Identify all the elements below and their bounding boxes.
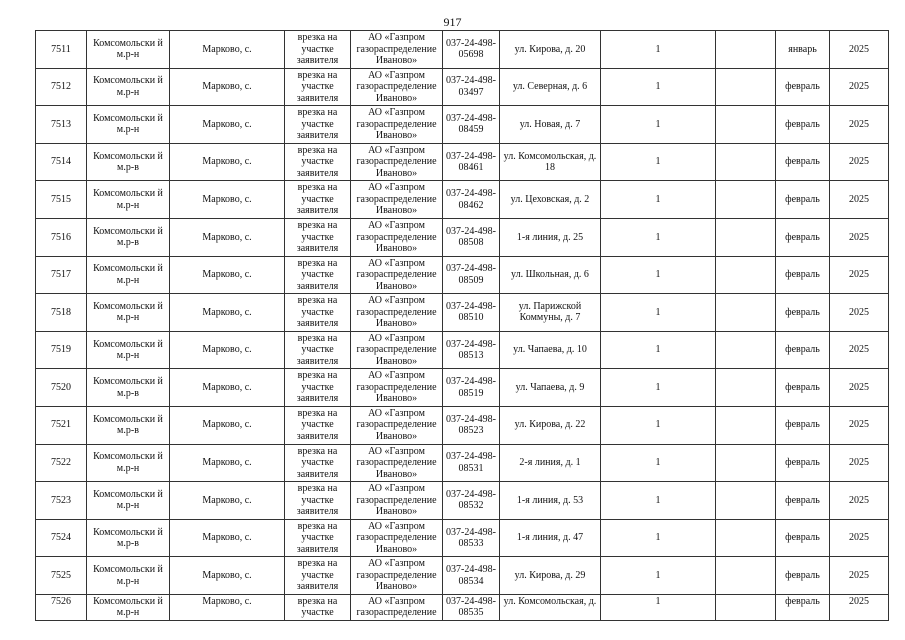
month-cell: февраль <box>776 106 830 144</box>
page-number: 917 <box>443 15 462 29</box>
table-body <box>36 31 889 621</box>
organization-cell: АО «Газпром газораспределение Иваново» <box>351 143 443 181</box>
empty-cell <box>716 106 776 144</box>
empty-cell <box>716 143 776 181</box>
month-cell: февраль <box>776 181 830 219</box>
connection-type-cell: врезка на участке заявителя <box>285 294 351 332</box>
connection-type-cell: врезка на участке заявителя <box>285 406 351 444</box>
code-cell: 037-24-498-05698 <box>443 31 500 69</box>
address-cell: ул. Комсомольская, д. <box>500 594 601 620</box>
locality-cell: Марково, с. <box>170 369 285 407</box>
district-cell: Комсомольски й м.р-н <box>87 557 170 595</box>
code-cell: 037-24-498-08509 <box>443 256 500 294</box>
code-cell: 037-24-498-08459 <box>443 106 500 144</box>
organization-cell: АО «Газпром газораспределение Иваново» <box>351 256 443 294</box>
month-cell: февраль <box>776 143 830 181</box>
code-cell: 037-24-498-08534 <box>443 557 500 595</box>
code-cell: 037-24-498-08531 <box>443 444 500 482</box>
code-cell: 037-24-498-08513 <box>443 331 500 369</box>
row-number-cell: 7524 <box>36 519 87 557</box>
locality-cell: Марково, с. <box>170 294 285 332</box>
connection-type-cell: врезка на участке заявителя <box>285 444 351 482</box>
empty-cell <box>716 331 776 369</box>
code-cell: 037-24-498-03497 <box>443 68 500 106</box>
row-number-cell: 7525 <box>36 557 87 595</box>
organization-cell: АО «Газпром газораспределение Иваново» <box>351 331 443 369</box>
empty-cell <box>716 594 776 620</box>
connection-type-cell: врезка на участке заявителя <box>285 68 351 106</box>
quantity-cell: 1 <box>601 106 716 144</box>
quantity-cell: 1 <box>601 369 716 407</box>
code-cell: 037-24-498-08508 <box>443 218 500 256</box>
connection-type-cell: врезка на участке заявителя <box>285 331 351 369</box>
year-cell: 2025 <box>830 482 889 520</box>
table-row <box>36 331 889 369</box>
empty-cell <box>716 444 776 482</box>
row-number-cell: 7523 <box>36 482 87 520</box>
district-cell: Комсомольски й м.р-н <box>87 594 170 620</box>
row-number-cell: 7517 <box>36 256 87 294</box>
table-row <box>36 444 889 482</box>
locality-cell: Марково, с. <box>170 406 285 444</box>
district-cell: Комсомольски й м.р-в <box>87 519 170 557</box>
district-cell: Комсомольски й м.р-н <box>87 256 170 294</box>
quantity-cell: 1 <box>601 31 716 69</box>
district-cell: Комсомольски й м.р-н <box>87 31 170 69</box>
year-cell: 2025 <box>830 594 889 620</box>
connection-type-cell: врезка на участке заявителя <box>285 218 351 256</box>
locality-cell: Марково, с. <box>170 143 285 181</box>
organization-cell: АО «Газпром газораспределение <box>351 594 443 620</box>
district-cell: Комсомольски й м.р-в <box>87 218 170 256</box>
code-cell: 037-24-498-08535 <box>443 594 500 620</box>
locality-cell: Марково, с. <box>170 519 285 557</box>
connection-type-cell: врезка на участке заявителя <box>285 369 351 407</box>
month-cell: февраль <box>776 406 830 444</box>
locality-cell: Марково, с. <box>170 181 285 219</box>
connection-type-cell: врезка на участке заявителя <box>285 519 351 557</box>
district-cell: Комсомольски й м.р-н <box>87 331 170 369</box>
connection-type-cell: врезка на участке <box>285 594 351 620</box>
empty-cell <box>716 369 776 407</box>
district-cell: Комсомольски й м.р-н <box>87 294 170 332</box>
locality-cell: Марково, с. <box>170 68 285 106</box>
table-row <box>36 106 889 144</box>
organization-cell: АО «Газпром газораспределение Иваново» <box>351 218 443 256</box>
year-cell: 2025 <box>830 294 889 332</box>
address-cell: ул. Чапаева, д. 9 <box>500 369 601 407</box>
year-cell: 2025 <box>830 218 889 256</box>
address-cell: 1-я линия, д. 53 <box>500 482 601 520</box>
quantity-cell: 1 <box>601 519 716 557</box>
table-row <box>36 256 889 294</box>
row-number-cell: 7518 <box>36 294 87 332</box>
row-number-cell: 7526 <box>36 594 87 620</box>
month-cell: январь <box>776 31 830 69</box>
row-number-cell: 7513 <box>36 106 87 144</box>
table-row <box>36 369 889 407</box>
code-cell: 037-24-498-08523 <box>443 406 500 444</box>
code-cell: 037-24-498-08462 <box>443 181 500 219</box>
quantity-cell: 1 <box>601 294 716 332</box>
empty-cell <box>716 482 776 520</box>
empty-cell <box>716 519 776 557</box>
address-cell: ул. Кирова, д. 29 <box>500 557 601 595</box>
year-cell: 2025 <box>830 331 889 369</box>
address-cell: ул. Северная, д. 6 <box>500 68 601 106</box>
month-cell: февраль <box>776 331 830 369</box>
row-number-cell: 7522 <box>36 444 87 482</box>
year-cell: 2025 <box>830 31 889 69</box>
empty-cell <box>716 557 776 595</box>
organization-cell: АО «Газпром газораспределение Иваново» <box>351 482 443 520</box>
organization-cell: АО «Газпром газораспределение Иваново» <box>351 181 443 219</box>
month-cell: февраль <box>776 482 830 520</box>
organization-cell: АО «Газпром газораспределение Иваново» <box>351 444 443 482</box>
year-cell: 2025 <box>830 106 889 144</box>
organization-cell: АО «Газпром газораспределение Иваново» <box>351 369 443 407</box>
district-cell: Комсомольски й м.р-н <box>87 106 170 144</box>
code-cell: 037-24-498-08461 <box>443 143 500 181</box>
quantity-cell: 1 <box>601 482 716 520</box>
connection-type-cell: врезка на участке заявителя <box>285 106 351 144</box>
month-cell: февраль <box>776 294 830 332</box>
table-row <box>36 31 889 69</box>
year-cell: 2025 <box>830 444 889 482</box>
connection-type-cell: врезка на участке заявителя <box>285 181 351 219</box>
district-cell: Комсомольски й м.р-н <box>87 444 170 482</box>
year-cell: 2025 <box>830 406 889 444</box>
locality-cell: Марково, с. <box>170 482 285 520</box>
month-cell: февраль <box>776 256 830 294</box>
table-row <box>36 557 889 595</box>
address-cell: ул. Школьная, д. 6 <box>500 256 601 294</box>
district-cell: Комсомольски й м.р-н <box>87 181 170 219</box>
connection-type-cell: врезка на участке заявителя <box>285 143 351 181</box>
quantity-cell: 1 <box>601 68 716 106</box>
row-number-cell: 7520 <box>36 369 87 407</box>
month-cell: февраль <box>776 594 830 620</box>
organization-cell: АО «Газпром газораспределение Иваново» <box>351 294 443 332</box>
month-cell: февраль <box>776 519 830 557</box>
quantity-cell: 1 <box>601 444 716 482</box>
empty-cell <box>716 31 776 69</box>
organization-cell: АО «Газпром газораспределение Иваново» <box>351 406 443 444</box>
locality-cell: Марково, с. <box>170 218 285 256</box>
locality-cell: Марково, с. <box>170 331 285 369</box>
table-row <box>36 143 889 181</box>
district-cell: Комсомольски й м.р-в <box>87 369 170 407</box>
row-number-cell: 7511 <box>36 31 87 69</box>
quantity-cell: 1 <box>601 594 716 620</box>
address-cell: 2-я линия, д. 1 <box>500 444 601 482</box>
code-cell: 037-24-498-08532 <box>443 482 500 520</box>
year-cell: 2025 <box>830 143 889 181</box>
quantity-cell: 1 <box>601 557 716 595</box>
month-cell: февраль <box>776 369 830 407</box>
connection-type-cell: врезка на участке заявителя <box>285 557 351 595</box>
address-cell: ул. Новая, д. 7 <box>500 106 601 144</box>
quantity-cell: 1 <box>601 331 716 369</box>
locality-cell: Марково, с. <box>170 444 285 482</box>
table-row <box>36 181 889 219</box>
empty-cell <box>716 256 776 294</box>
empty-cell <box>716 294 776 332</box>
row-number-cell: 7516 <box>36 218 87 256</box>
row-number-cell: 7514 <box>36 143 87 181</box>
quantity-cell: 1 <box>601 143 716 181</box>
address-cell: ул. Цеховская, д. 2 <box>500 181 601 219</box>
table-row <box>36 68 889 106</box>
locality-cell: Марково, с. <box>170 31 285 69</box>
table-row <box>36 406 889 444</box>
locality-cell: Марково, с. <box>170 256 285 294</box>
district-cell: Комсомольски й м.р-н <box>87 482 170 520</box>
organization-cell: АО «Газпром газораспределение Иваново» <box>351 68 443 106</box>
address-cell: ул. Кирова, д. 20 <box>500 31 601 69</box>
month-cell: февраль <box>776 68 830 106</box>
table-row <box>36 482 889 520</box>
address-cell: 1-я линия, д. 47 <box>500 519 601 557</box>
locality-cell: Марково, с. <box>170 557 285 595</box>
quantity-cell: 1 <box>601 218 716 256</box>
address-cell: ул. Комсомольская, д. 18 <box>500 143 601 181</box>
empty-cell <box>716 181 776 219</box>
connection-type-cell: врезка на участке заявителя <box>285 482 351 520</box>
table-row <box>36 594 889 620</box>
month-cell: февраль <box>776 218 830 256</box>
empty-cell <box>716 218 776 256</box>
year-cell: 2025 <box>830 68 889 106</box>
year-cell: 2025 <box>830 519 889 557</box>
row-number-cell: 7519 <box>36 331 87 369</box>
code-cell: 037-24-498-08533 <box>443 519 500 557</box>
year-cell: 2025 <box>830 557 889 595</box>
year-cell: 2025 <box>830 181 889 219</box>
address-cell: ул. Кирова, д. 22 <box>500 406 601 444</box>
district-cell: Комсомольски й м.р-в <box>87 143 170 181</box>
connection-type-cell: врезка на участке заявителя <box>285 31 351 69</box>
empty-cell <box>716 406 776 444</box>
year-cell: 2025 <box>830 256 889 294</box>
connection-type-cell: врезка на участке заявителя <box>285 256 351 294</box>
table-row <box>36 218 889 256</box>
row-number-cell: 7521 <box>36 406 87 444</box>
table-row <box>36 294 889 332</box>
quantity-cell: 1 <box>601 406 716 444</box>
month-cell: февраль <box>776 444 830 482</box>
district-cell: Комсомольски й м.р-в <box>87 406 170 444</box>
address-cell: ул. Парижской Коммуны, д. 7 <box>500 294 601 332</box>
table-row <box>36 519 889 557</box>
organization-cell: АО «Газпром газораспределение Иваново» <box>351 106 443 144</box>
address-cell: ул. Чапаева, д. 10 <box>500 331 601 369</box>
quantity-cell: 1 <box>601 181 716 219</box>
row-number-cell: 7512 <box>36 68 87 106</box>
quantity-cell: 1 <box>601 256 716 294</box>
month-cell: февраль <box>776 557 830 595</box>
code-cell: 037-24-498-08519 <box>443 369 500 407</box>
locality-cell: Марково, с. <box>170 106 285 144</box>
registry-table <box>35 30 889 621</box>
district-cell: Комсомольски й м.р-н <box>87 68 170 106</box>
row-number-cell: 7515 <box>36 181 87 219</box>
empty-cell <box>716 68 776 106</box>
organization-cell: АО «Газпром газораспределение Иваново» <box>351 519 443 557</box>
address-cell: 1-я линия, д. 25 <box>500 218 601 256</box>
locality-cell: Марково, с. <box>170 594 285 620</box>
organization-cell: АО «Газпром газораспределение Иваново» <box>351 557 443 595</box>
code-cell: 037-24-498-08510 <box>443 294 500 332</box>
organization-cell: АО «Газпром газораспределение Иваново» <box>351 31 443 69</box>
year-cell: 2025 <box>830 369 889 407</box>
